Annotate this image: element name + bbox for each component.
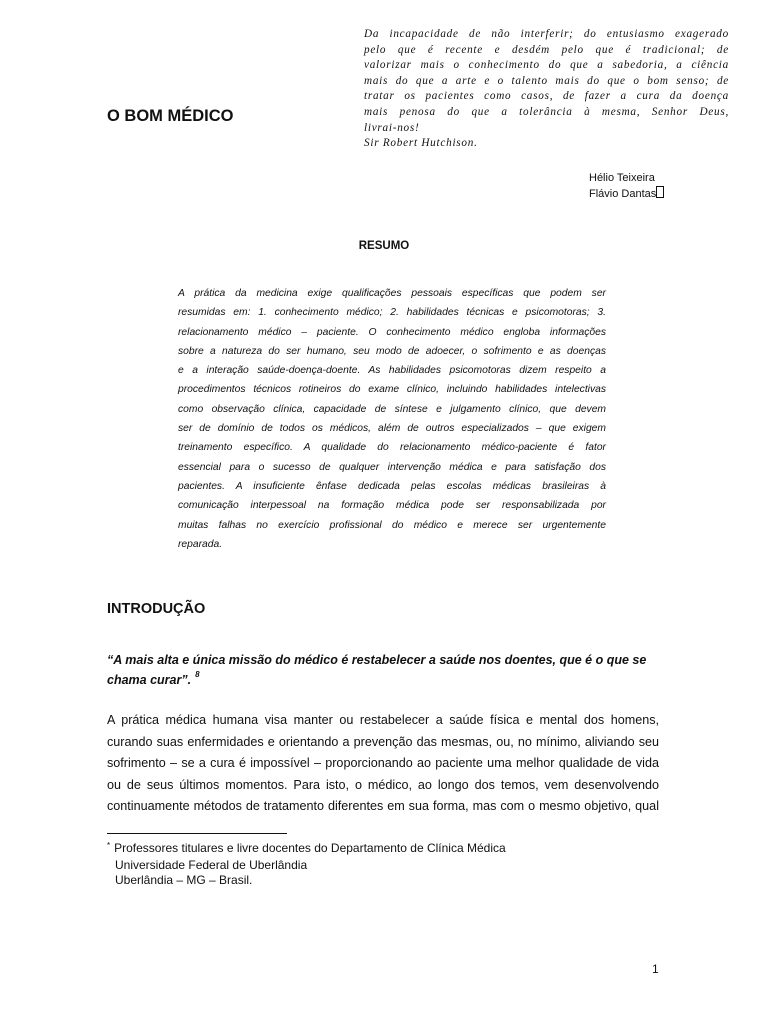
footnote-first-line	[107, 841, 506, 858]
author-name: Flávio Dantas	[589, 188, 657, 200]
body-line: continuamente métodos de tratamento diferentes em sua forma, mas com o mesmo objetivo, qual	[107, 799, 659, 814]
opening-quote	[107, 652, 667, 688]
quote-line: chama curar”.	[107, 672, 192, 687]
epigraph-line: livrai-nos!	[364, 121, 420, 134]
abstract-line: A prática da medicina exige qualificações pessoais específicas que podem ser	[178, 288, 606, 299]
abstract-heading: RESUMO	[358, 240, 410, 252]
introduction-body	[107, 710, 659, 818]
epigraph-line: mais penosa do que a tolerância à mesma, Senhor Deus,	[364, 105, 729, 118]
footnote-marker-box-icon	[656, 186, 664, 198]
quote-line-last	[107, 669, 667, 689]
footnote-line: Universidade Federal de Uberlândia	[115, 857, 308, 872]
epigraph-line: Da incapacidade de não interferir; do entusiasmo exagerado	[364, 28, 729, 40]
abstract-body	[178, 284, 606, 554]
epigraph-attribution: Sir Robert Hutchison.	[364, 137, 478, 150]
abstract-line: ser de domínio de todos os médicos, além de outros especializados – que exigem	[178, 423, 606, 435]
citation-reference: 8	[195, 669, 200, 679]
footnote-line: Uberlândia – MG – Brasil.	[115, 873, 253, 887]
abstract-line: comunicação interpessoal na formação médica pode ser responsabilizada por	[178, 500, 606, 512]
epigraph-line: tratar os pacientes como casos, de fazer a cura da doença	[364, 90, 729, 103]
abstract-line: relacionamento médico – paciente. O conhecimento médico engloba informações	[178, 326, 606, 338]
body-line: ou de seus últimos momentos. Para isto, o médico, ao longo dos temos, vem desenvolvendo	[107, 777, 659, 792]
authors	[589, 171, 664, 202]
section-heading-introducao: INTRODUÇÃO	[107, 601, 206, 617]
abstract-line: treinamento específico. A qualidade do relacionamento médico-paciente é fator	[178, 442, 606, 454]
abstract-line: pacientes. A insuficiente ênfase dedicada pelas escolas médicas brasileiras à	[178, 480, 606, 492]
epigraph-line: pelo que é recente e desdém pelo que é tradicional; de	[364, 43, 729, 56]
footnote	[107, 841, 506, 889]
abstract-line: como observação clínica, capacidade de síntese e julgamento clínico, que devem	[178, 403, 606, 415]
footnote-divider	[107, 833, 287, 834]
abstract-line: muitas falhas no exercício profissional do médico e merece ser urgentemente	[178, 519, 606, 531]
abstract-line: reparada.	[178, 538, 223, 550]
footnote-line: Professores titulares e livre docentes do Departamento de Clínica Médica	[114, 841, 506, 855]
epigraph	[364, 27, 729, 152]
page-number: 1	[652, 962, 659, 976]
paper-title: O BOM MÉDICO	[107, 107, 234, 125]
epigraph-line: mais do que a arte e o talento mais do que o bom senso; de	[364, 74, 729, 87]
abstract-line: sobre a natureza do ser humano, seu modo de adoecer, o sofrimento e as doenças	[178, 345, 606, 357]
author-entry	[589, 186, 664, 202]
abstract-line: essencial para o sucesso de qualquer intervenção médica e para satisfação dos	[178, 461, 606, 473]
abstract-line: procedimentos técnicos rotineiros do exame clínico, incluindo habilidades intelectivas	[178, 384, 606, 396]
body-line: curando suas enfermidades e orientando a prevenção das mesmas, ou, no mínimo, aliviando seu	[107, 734, 659, 749]
quote-line: “A mais alta e única missão do médico é restabelecer a saúde nos doentes, que é o que se	[107, 653, 647, 667]
author-name: Hélio Teixeira	[589, 172, 655, 184]
body-line: A prática médica humana visa manter ou restabelecer a saúde física e mental dos homens,	[107, 713, 659, 727]
footnote-marker: *	[107, 841, 111, 850]
abstract-line: resumidas em: 1. conhecimento médico; 2. habilidades técnicas e psicomotoras; 3.	[178, 307, 606, 319]
body-line: sofrimento – se a cura é impossível – proporcionando ao paciente uma melhor qualidade de vida	[107, 756, 659, 771]
epigraph-line: valorizar mais o conhecimento do que a sabedoria, a ciência	[364, 59, 729, 72]
abstract-line: e a interação saúde-doença-doente. As habilidades psicomotoras dizem respeito a	[178, 365, 606, 377]
